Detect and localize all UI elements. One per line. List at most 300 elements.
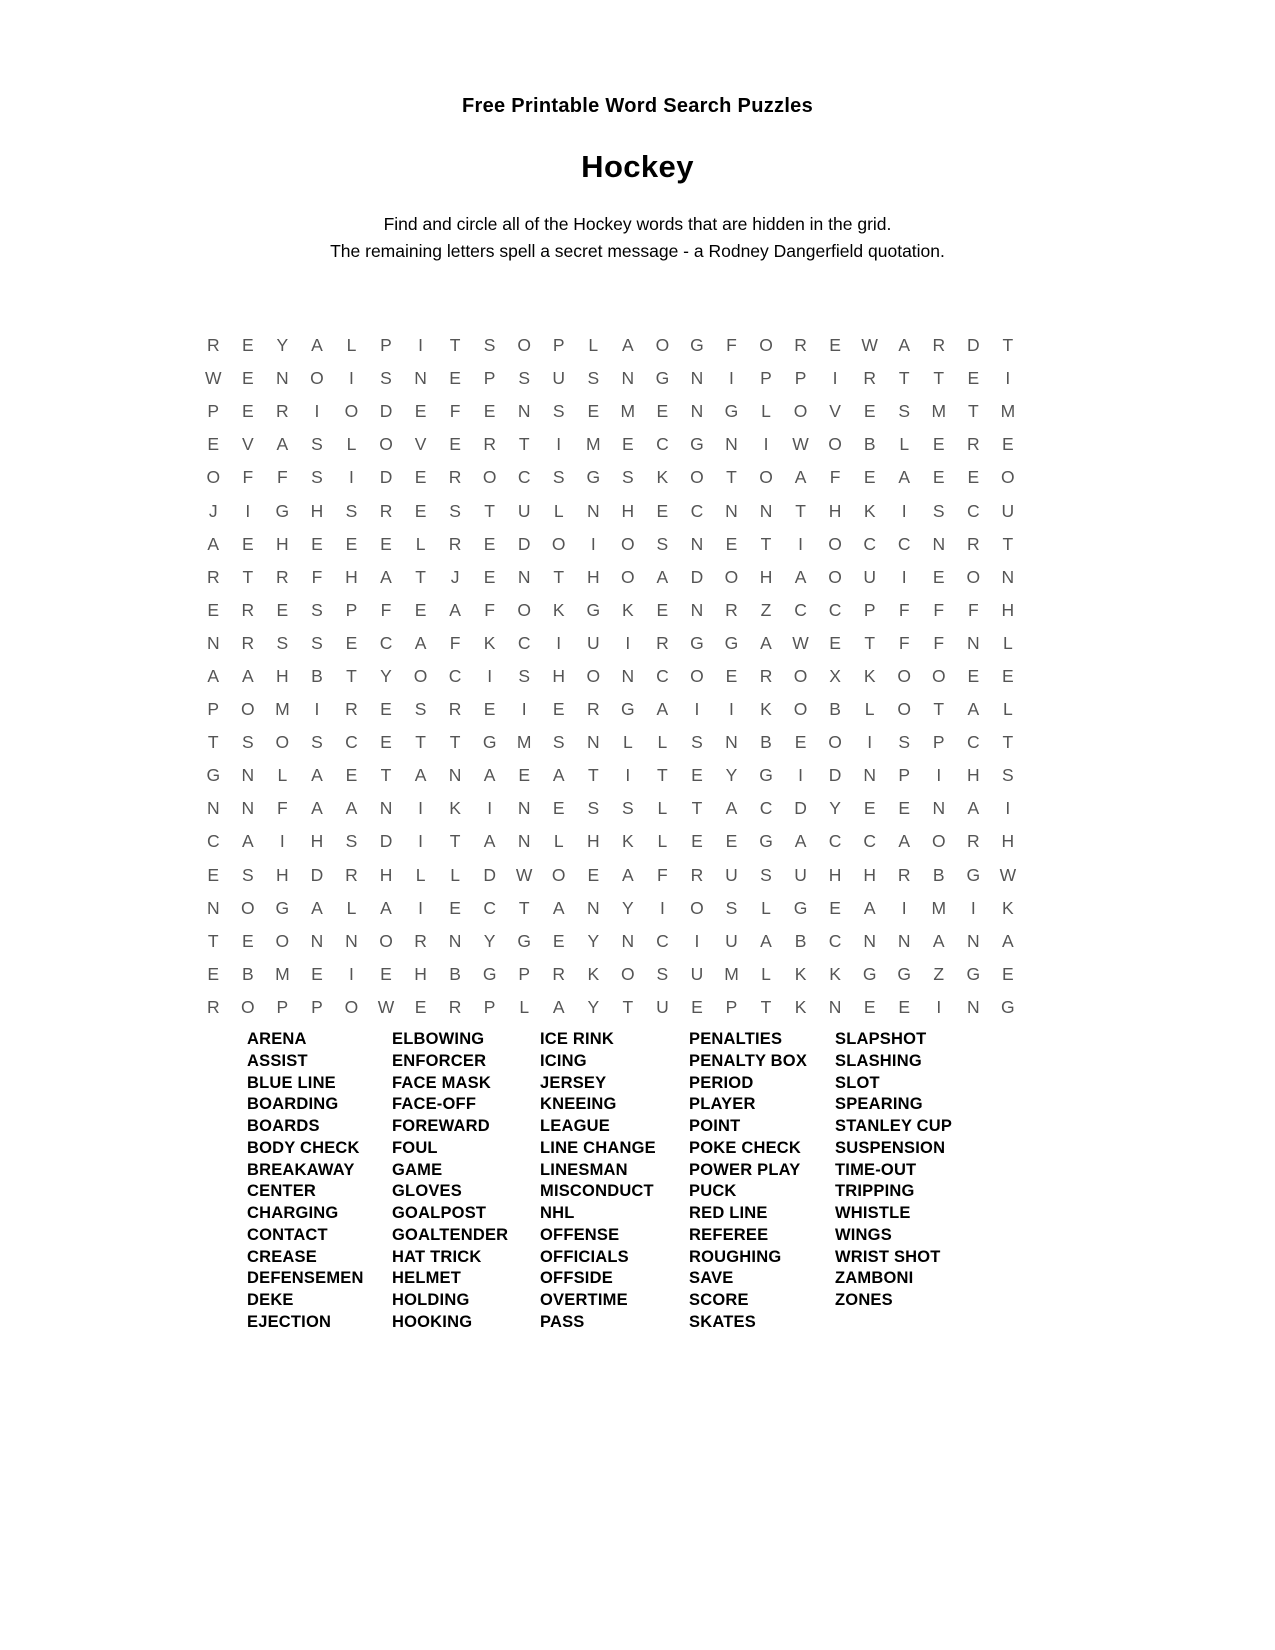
grid-letter: R xyxy=(448,467,462,488)
word-list-item: PASS xyxy=(540,1312,585,1331)
grid-letter: J xyxy=(450,566,460,587)
grid-letter: S xyxy=(552,467,565,488)
grid-letter: N xyxy=(725,434,738,455)
grid-letter: C xyxy=(759,798,773,819)
grid-letter: E xyxy=(311,533,323,554)
grid-letter: H xyxy=(310,500,324,521)
grid-letter: E xyxy=(241,533,254,554)
grid-letter: B xyxy=(241,963,254,984)
grid-letter: U xyxy=(863,566,876,587)
grid-letter: E xyxy=(380,963,392,984)
grid-letter: H xyxy=(379,864,393,885)
grid-row xyxy=(196,395,1025,428)
grid-letter: E xyxy=(691,831,703,852)
grid-letter: M xyxy=(931,401,947,422)
grid-letter: S xyxy=(587,798,600,819)
grid-letter: K xyxy=(449,798,461,819)
word-list-item: FOREWARD xyxy=(392,1117,490,1135)
word-list-item: OVERTIME xyxy=(540,1291,628,1309)
grid-letter: U xyxy=(690,963,704,984)
grid-letter: I xyxy=(418,897,423,918)
grid-letter: N xyxy=(759,500,773,521)
grid-letter: L xyxy=(553,500,564,521)
grid-letter: A xyxy=(656,699,669,720)
grid-letter: L xyxy=(761,963,771,984)
grid-letter: F xyxy=(277,798,288,819)
grid-letter: R xyxy=(586,699,600,720)
grid-letter: E xyxy=(863,996,876,1017)
grid-letter: A xyxy=(380,897,392,918)
puzzle-title: Hockey xyxy=(581,149,694,184)
grid-letter: W xyxy=(861,335,878,356)
grid-letter: A xyxy=(794,467,807,488)
grid-letter: C xyxy=(828,930,842,951)
grid-letter: N xyxy=(621,368,635,389)
grid-letter: N xyxy=(206,632,220,653)
grid-letter: M xyxy=(931,897,947,918)
grid-letter: G xyxy=(586,467,601,488)
grid-letter: P xyxy=(863,599,876,620)
grid-letter: A xyxy=(345,798,358,819)
grid-letter: O xyxy=(344,996,359,1017)
grid-letter: H xyxy=(310,831,324,852)
word-list-item: BREAKAWAY xyxy=(247,1160,355,1179)
grid-letter: S xyxy=(311,732,323,753)
grid-letter: O xyxy=(759,467,773,488)
grid-letter: D xyxy=(379,467,393,488)
grid-letter: R xyxy=(276,566,289,587)
grid-letter: H xyxy=(966,765,980,786)
grid-letter: N xyxy=(863,765,876,786)
grid-letter: I xyxy=(279,831,285,852)
grid-letter: T xyxy=(518,434,530,455)
grid-row xyxy=(196,958,1025,991)
grid-letter: U xyxy=(586,632,600,653)
word-list-item: EJECTION xyxy=(247,1312,332,1331)
grid-letter: L xyxy=(450,864,460,885)
grid-letter: E xyxy=(414,467,427,488)
grid-letter: S xyxy=(656,963,669,984)
grid-letter: G xyxy=(759,765,773,786)
grid-letter: T xyxy=(967,401,979,422)
grid-letter: A xyxy=(656,566,669,587)
grid-letter: G xyxy=(482,732,497,753)
grid-letter: I xyxy=(729,699,734,720)
word-list-column xyxy=(835,1029,995,1334)
grid-letter: O xyxy=(310,368,324,389)
grid-letter: C xyxy=(863,831,876,852)
instructions-line-2: The remaining letters spell a secret message - a Rodney Dangerfield quotation. xyxy=(330,241,945,261)
grid-letter: E xyxy=(380,533,392,554)
grid-letter: M xyxy=(275,963,290,984)
grid-letter: R xyxy=(414,930,427,951)
grid-letter: D xyxy=(379,401,393,422)
grid-letter: A xyxy=(725,798,738,819)
grid-letter: A xyxy=(241,665,254,686)
grid-letter: E xyxy=(932,434,945,455)
grid-letter: G xyxy=(966,963,981,984)
grid-letter: N xyxy=(517,831,531,852)
grid-letter: G xyxy=(690,632,704,653)
grid-letter: L xyxy=(864,699,875,720)
grid-letter: K xyxy=(863,665,876,686)
grid-letter: G xyxy=(966,864,981,885)
grid-letter: E xyxy=(587,864,600,885)
grid-row xyxy=(196,329,1025,362)
grid-letter: P xyxy=(483,996,496,1017)
grid-letter: H xyxy=(586,566,600,587)
grid-letter: L xyxy=(519,996,530,1017)
grid-letter: H xyxy=(759,566,773,587)
grid-letter: L xyxy=(657,831,668,852)
grid-letter: G xyxy=(690,335,704,356)
word-list-item: POKE CHECK xyxy=(689,1138,802,1157)
grid-letter: E xyxy=(898,798,911,819)
instructions xyxy=(0,211,1275,265)
grid-letter: R xyxy=(206,996,220,1017)
word-list-item: REFEREE xyxy=(689,1225,769,1244)
grid-letter: E xyxy=(483,566,496,587)
grid-letter: O xyxy=(621,566,635,587)
grid-letter: O xyxy=(241,897,255,918)
grid-letter: O xyxy=(482,467,497,488)
word-list-item: POWER PLAY xyxy=(689,1160,801,1179)
grid-letter: H xyxy=(1001,831,1015,852)
grid-letter: N xyxy=(621,930,635,951)
grid-letter: D xyxy=(379,831,393,852)
grid-letter: L xyxy=(346,335,357,356)
grid-letter: C xyxy=(863,533,876,554)
grid-letter: I xyxy=(418,831,423,852)
grid-letter: K xyxy=(656,467,669,488)
grid-letter: L xyxy=(415,533,426,554)
grid-letter: T xyxy=(760,533,772,554)
grid-letter: T xyxy=(207,732,219,753)
grid-letter: N xyxy=(690,401,704,422)
grid-letter: N xyxy=(828,996,842,1017)
word-list-item: SLAPSHOT xyxy=(835,1030,927,1048)
grid-letter: O xyxy=(793,665,808,686)
grid-letter: A xyxy=(898,831,911,852)
grid-letter: E xyxy=(656,500,669,521)
grid-letter: E xyxy=(207,864,220,885)
grid-letter: E xyxy=(414,996,427,1017)
grid-letter: T xyxy=(898,368,910,389)
grid-letter: L xyxy=(1002,632,1013,653)
grid-letter: T xyxy=(1002,335,1014,356)
grid-letter: F xyxy=(484,599,495,620)
grid-letter: I xyxy=(798,765,803,786)
grid-letter: D xyxy=(690,566,704,587)
grid-letter: Y xyxy=(621,897,634,918)
grid-letter: O xyxy=(275,732,290,753)
grid-letter: C xyxy=(379,632,393,653)
grid-row xyxy=(196,792,1025,825)
grid-letter: T xyxy=(346,665,357,686)
grid-row xyxy=(196,428,1025,461)
grid-row xyxy=(196,759,1025,792)
grid-letter: A xyxy=(794,566,807,587)
grid-letter: N xyxy=(725,500,738,521)
grid-letter: L xyxy=(277,765,288,786)
grid-letter: R xyxy=(897,864,911,885)
word-list-item: GLOVES xyxy=(392,1182,462,1201)
grid-letter: U xyxy=(656,996,669,1017)
grid-letter: K xyxy=(794,996,807,1017)
grid-row xyxy=(196,925,1025,958)
grid-letter: I xyxy=(1005,798,1011,819)
grid-letter: D xyxy=(794,798,807,819)
grid-letter: Y xyxy=(829,798,841,819)
grid-letter: A xyxy=(760,930,772,951)
grid-letter: W xyxy=(377,996,395,1017)
grid-letter: G xyxy=(690,434,704,455)
grid-letter: I xyxy=(590,533,596,554)
grid-letter: G xyxy=(793,897,808,918)
grid-letter: E xyxy=(345,632,358,653)
grid-letter: M xyxy=(516,732,532,753)
grid-letter: R xyxy=(241,599,255,620)
grid-letter: O xyxy=(621,533,635,554)
grid-letter: M xyxy=(724,963,739,984)
grid-letter: L xyxy=(899,434,910,455)
word-list-item: POINT xyxy=(689,1117,741,1135)
grid-letter: N xyxy=(725,732,738,753)
grid-letter: A xyxy=(552,897,565,918)
word-search-grid xyxy=(196,329,1025,1024)
word-list-item: ICE RINK xyxy=(540,1030,615,1048)
grid-letter: K xyxy=(621,831,634,852)
grid-letter: L xyxy=(761,401,771,422)
grid-letter: P xyxy=(760,368,772,389)
grid-letter: R xyxy=(966,533,980,554)
grid-letter: S xyxy=(311,632,323,653)
grid-letter: E xyxy=(414,500,427,521)
grid-letter: I xyxy=(245,500,251,521)
grid-letter: P xyxy=(483,368,496,389)
grid-letter: I xyxy=(556,434,562,455)
word-list-item: CREASE xyxy=(247,1247,317,1266)
grid-letter: W xyxy=(515,864,533,885)
grid-letter: G xyxy=(862,963,877,984)
grid-letter: N xyxy=(345,930,358,951)
word-list-item: ARENA xyxy=(247,1030,307,1048)
grid-letter: R xyxy=(345,864,358,885)
grid-letter: K xyxy=(863,500,876,521)
grid-letter: O xyxy=(793,699,808,720)
word-list-item: CONTACT xyxy=(247,1225,328,1244)
grid-letter: F xyxy=(829,467,841,488)
grid-letter: O xyxy=(206,467,221,488)
grid-letter: E xyxy=(932,467,945,488)
grid-row xyxy=(196,660,1025,693)
grid-letter: O xyxy=(793,401,808,422)
grid-letter: L xyxy=(346,897,357,918)
word-list-item: HOLDING xyxy=(392,1291,470,1309)
grid-letter: A xyxy=(311,798,323,819)
grid-letter: K xyxy=(1002,897,1014,918)
grid-letter: F xyxy=(967,599,979,620)
grid-letter: S xyxy=(345,831,358,852)
grid-letter: A xyxy=(552,996,565,1017)
grid-letter: E xyxy=(691,765,703,786)
grid-letter: S xyxy=(483,335,496,356)
word-list-column xyxy=(247,1029,392,1334)
grid-letter: I xyxy=(418,798,423,819)
grid-letter: E xyxy=(414,599,427,620)
grid-letter: W xyxy=(205,368,222,389)
grid-letter: K xyxy=(760,699,772,720)
grid-letter: A xyxy=(449,599,461,620)
grid-letter: N xyxy=(448,930,462,951)
grid-letter: F xyxy=(380,599,392,620)
grid-letter: I xyxy=(763,434,769,455)
grid-letter: G xyxy=(275,500,290,521)
grid-letter: F xyxy=(933,599,945,620)
grid-letter: S xyxy=(898,401,911,422)
grid-letter: E xyxy=(898,996,911,1017)
grid-letter: T xyxy=(415,566,426,587)
grid-letter: P xyxy=(518,963,531,984)
grid-letter: M xyxy=(275,699,290,720)
grid-letter: E xyxy=(380,699,392,720)
grid-letter: H xyxy=(276,864,289,885)
grid-letter: F xyxy=(898,632,910,653)
grid-letter: N xyxy=(414,368,427,389)
grid-letter: R xyxy=(725,599,738,620)
grid-letter: D xyxy=(517,533,531,554)
word-list-item: NHL xyxy=(540,1204,575,1222)
grid-letter: T xyxy=(933,699,945,720)
grid-letter: M xyxy=(586,434,601,455)
grid-letter: U xyxy=(1001,500,1015,521)
grid-letter: F xyxy=(726,335,737,356)
grid-letter: I xyxy=(556,632,562,653)
grid-letter: O xyxy=(828,732,842,753)
grid-letter: L xyxy=(588,335,599,356)
grid-row xyxy=(196,627,1025,660)
grid-letter: I xyxy=(314,699,320,720)
grid-letter: A xyxy=(241,831,254,852)
word-list-item: TIME-OUT xyxy=(835,1160,917,1179)
grid-letter: E xyxy=(829,897,841,918)
grid-letter: C xyxy=(206,831,220,852)
grid-letter: O xyxy=(931,831,946,852)
grid-letter: N xyxy=(448,765,462,786)
grid-letter: N xyxy=(586,500,600,521)
grid-letter: K xyxy=(829,963,841,984)
grid-letter: E xyxy=(483,401,496,422)
grid-letter: O xyxy=(517,599,531,620)
grid-letter: T xyxy=(587,765,599,786)
grid-letter: I xyxy=(349,368,354,389)
grid-letter: E xyxy=(414,401,427,422)
grid-letter: B xyxy=(311,665,323,686)
grid-letter: S xyxy=(898,732,911,753)
word-list-item: ROUGHING xyxy=(689,1247,782,1266)
grid-letter: E xyxy=(483,699,496,720)
grid-letter: E xyxy=(863,798,876,819)
grid-letter: E xyxy=(311,963,323,984)
grid-letter: G xyxy=(724,401,739,422)
word-list-item: PERIOD xyxy=(689,1073,754,1092)
grid-letter: T xyxy=(760,996,772,1017)
grid-letter: C xyxy=(966,732,980,753)
grid-letter: T xyxy=(553,566,565,587)
grid-letter: O xyxy=(828,533,842,554)
grid-letter: E xyxy=(552,699,565,720)
grid-letter: E xyxy=(483,533,496,554)
grid-letter: N xyxy=(690,368,704,389)
grid-letter: C xyxy=(828,831,842,852)
grid-letter: S xyxy=(241,864,254,885)
word-list-item: ASSIST xyxy=(247,1051,308,1070)
grid-letter: T xyxy=(691,798,703,819)
grid-letter: W xyxy=(792,632,809,653)
grid-letter: N xyxy=(586,732,600,753)
grid-letter: G xyxy=(517,930,531,951)
word-list-item: HELMET xyxy=(392,1269,462,1288)
grid-letter: H xyxy=(345,566,358,587)
grid-letter: N xyxy=(932,798,946,819)
grid-letter: R xyxy=(794,335,807,356)
word-list-item: ENFORCER xyxy=(392,1051,487,1070)
grid-letter: U xyxy=(725,930,738,951)
grid-letter: C xyxy=(483,897,496,918)
grid-letter: N xyxy=(206,897,220,918)
grid-letter: T xyxy=(657,765,668,786)
word-list-item: ZAMBONI xyxy=(835,1269,914,1288)
grid-letter: E xyxy=(380,732,392,753)
grid-letter: D xyxy=(483,864,496,885)
grid-letter: E xyxy=(1002,665,1014,686)
grid-letter: E xyxy=(587,401,600,422)
grid-letter: Y xyxy=(276,335,289,356)
grid-letter: A xyxy=(414,765,427,786)
grid-letter: I xyxy=(418,335,423,356)
grid-letter: N xyxy=(966,996,980,1017)
grid-letter: I xyxy=(625,765,631,786)
grid-letter: O xyxy=(344,401,359,422)
word-list-item: FACE-OFF xyxy=(392,1095,477,1114)
grid-letter: F xyxy=(657,864,668,885)
word-list-item: SKATES xyxy=(689,1312,756,1331)
grid-letter: S xyxy=(518,368,531,389)
grid-letter: V xyxy=(414,434,427,455)
word-list-item: HAT TRICK xyxy=(392,1247,482,1266)
grid-letter: P xyxy=(276,996,289,1017)
grid-letter: A xyxy=(207,665,220,686)
grid-letter: L xyxy=(1002,699,1013,720)
word-list-item: GAME xyxy=(392,1160,443,1179)
grid-letter: A xyxy=(794,831,807,852)
grid-letter: M xyxy=(1000,401,1016,422)
word-list-item: PENALTY BOX xyxy=(689,1051,808,1070)
grid-letter: A xyxy=(621,335,634,356)
grid-letter: L xyxy=(761,897,771,918)
grid-letter: E xyxy=(552,930,565,951)
grid-letter: I xyxy=(798,533,803,554)
grid-letter: N xyxy=(621,665,635,686)
grid-letter: V xyxy=(829,401,841,422)
grid-letter: N xyxy=(206,798,220,819)
word-list-item: JERSEY xyxy=(540,1073,607,1092)
grid-letter: I xyxy=(314,401,320,422)
word-list-item: ELBOWING xyxy=(392,1030,485,1048)
grid-letter: R xyxy=(552,963,566,984)
grid-letter: C xyxy=(690,500,704,521)
grid-letter: F xyxy=(277,467,288,488)
